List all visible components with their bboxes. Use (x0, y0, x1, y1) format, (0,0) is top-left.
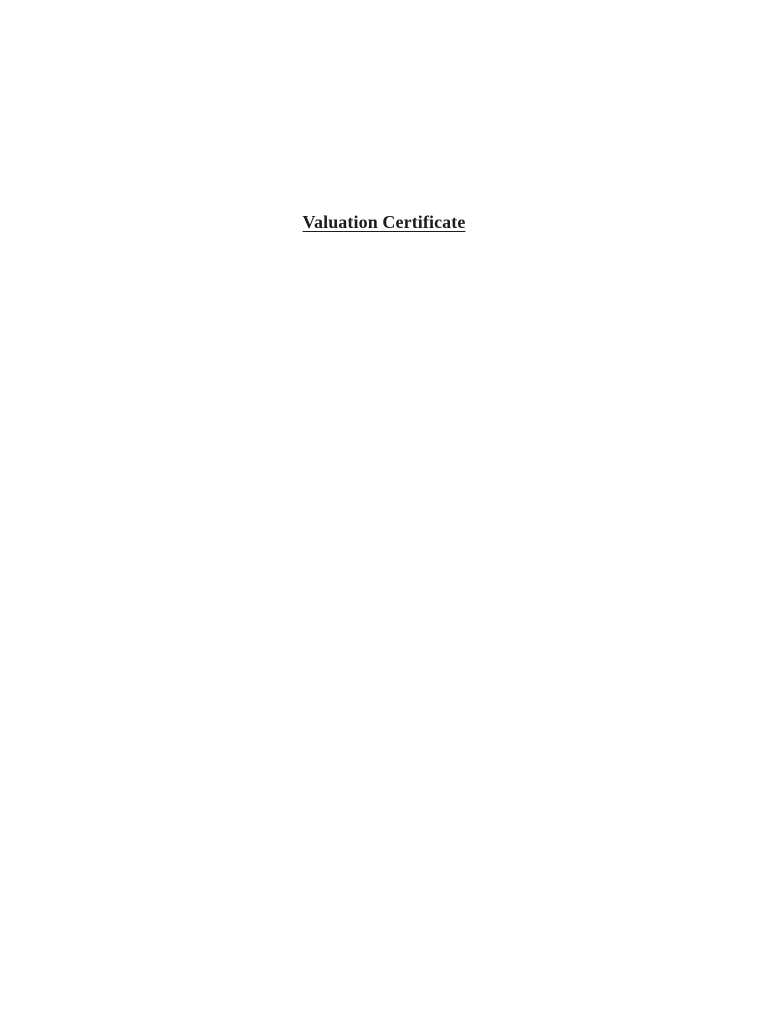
document-title: Valuation Certificate (302, 212, 466, 232)
